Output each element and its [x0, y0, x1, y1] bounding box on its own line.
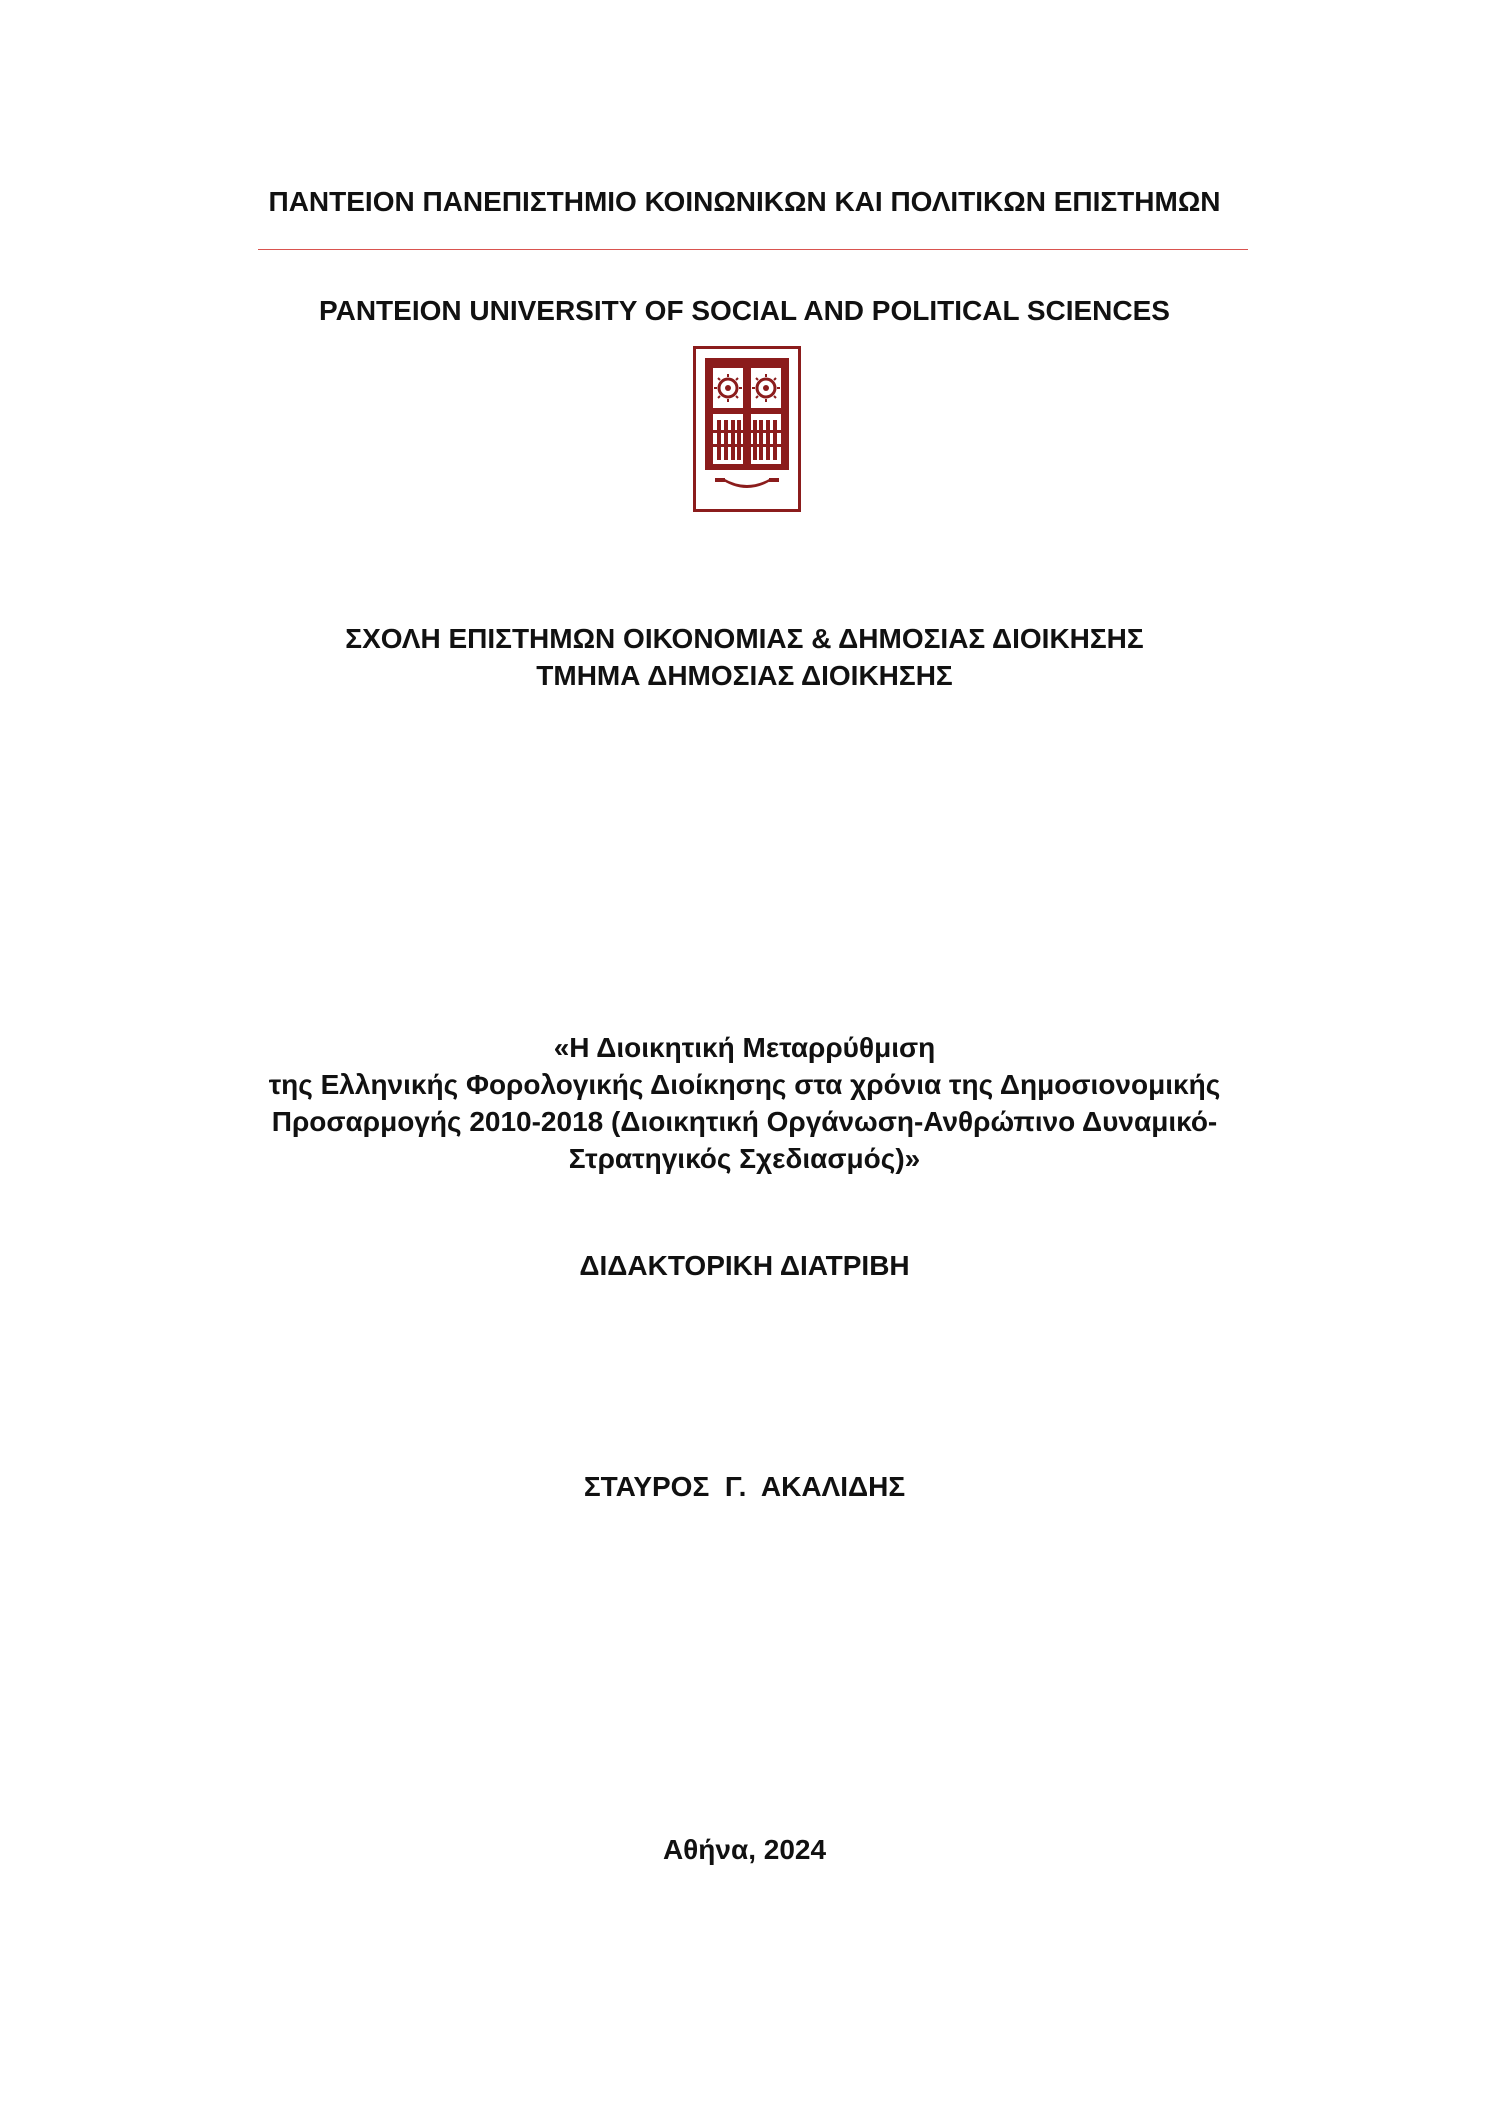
thesis-title-line: της Ελληνικής Φορολογικής Διοίκησης στα χρόνια της Δημοσιονομικής — [268, 1069, 1221, 1100]
university-name-greek: ΠΑΝΤΕΙΟΝ ΠΑΝΕΠΙΣΤΗΜΙΟ ΚΟΙΝΩΝΙΚΩΝ ΚΑΙ ΠΟΛΙΤΙΚΩΝ ΕΠΙΣΤΗΜΩΝ — [268, 186, 1221, 217]
author-name: ΣΤΑΥΡΟΣ Γ. ΑΚΑΛΙΔΗΣ — [583, 1471, 906, 1502]
university-crest-icon — [693, 346, 801, 512]
place-and-year: Αθήνα, 2024 — [662, 1834, 827, 1865]
thesis-title-line: Προσαρμογής 2010-2018 (Διοικητική Οργάνωση-Ανθρώπινο Δυναμικό- — [271, 1106, 1218, 1137]
thesis-title-line: «Η Διοικητική Μεταρρύθμιση — [553, 1032, 936, 1063]
thesis-type: ΔΙΔΑΚΤΟΡΙΚΗ ΔΙΑΤΡΙΒΗ — [579, 1250, 910, 1281]
thesis-title-line: Στρατηγικός Σχεδιασμός)» — [568, 1143, 921, 1174]
school-name: ΣΧΟΛΗ ΕΠΙΣΤΗΜΩΝ ΟΙΚΟΝΟΜΙΑΣ & ΔΗΜΟΣΙΑΣ ΔΙΟΙΚΗΣΗΣ — [345, 623, 1144, 654]
department-name: ΤΜΗΜΑ ΔΗΜΟΣΙΑΣ ΔΙΟΙΚΗΣΗΣ — [536, 660, 953, 691]
university-name-english: PANTEION UNIVERSITY OF SOCIAL AND POLITICAL SCIENCES — [319, 295, 1170, 326]
header-divider — [258, 249, 1248, 250]
